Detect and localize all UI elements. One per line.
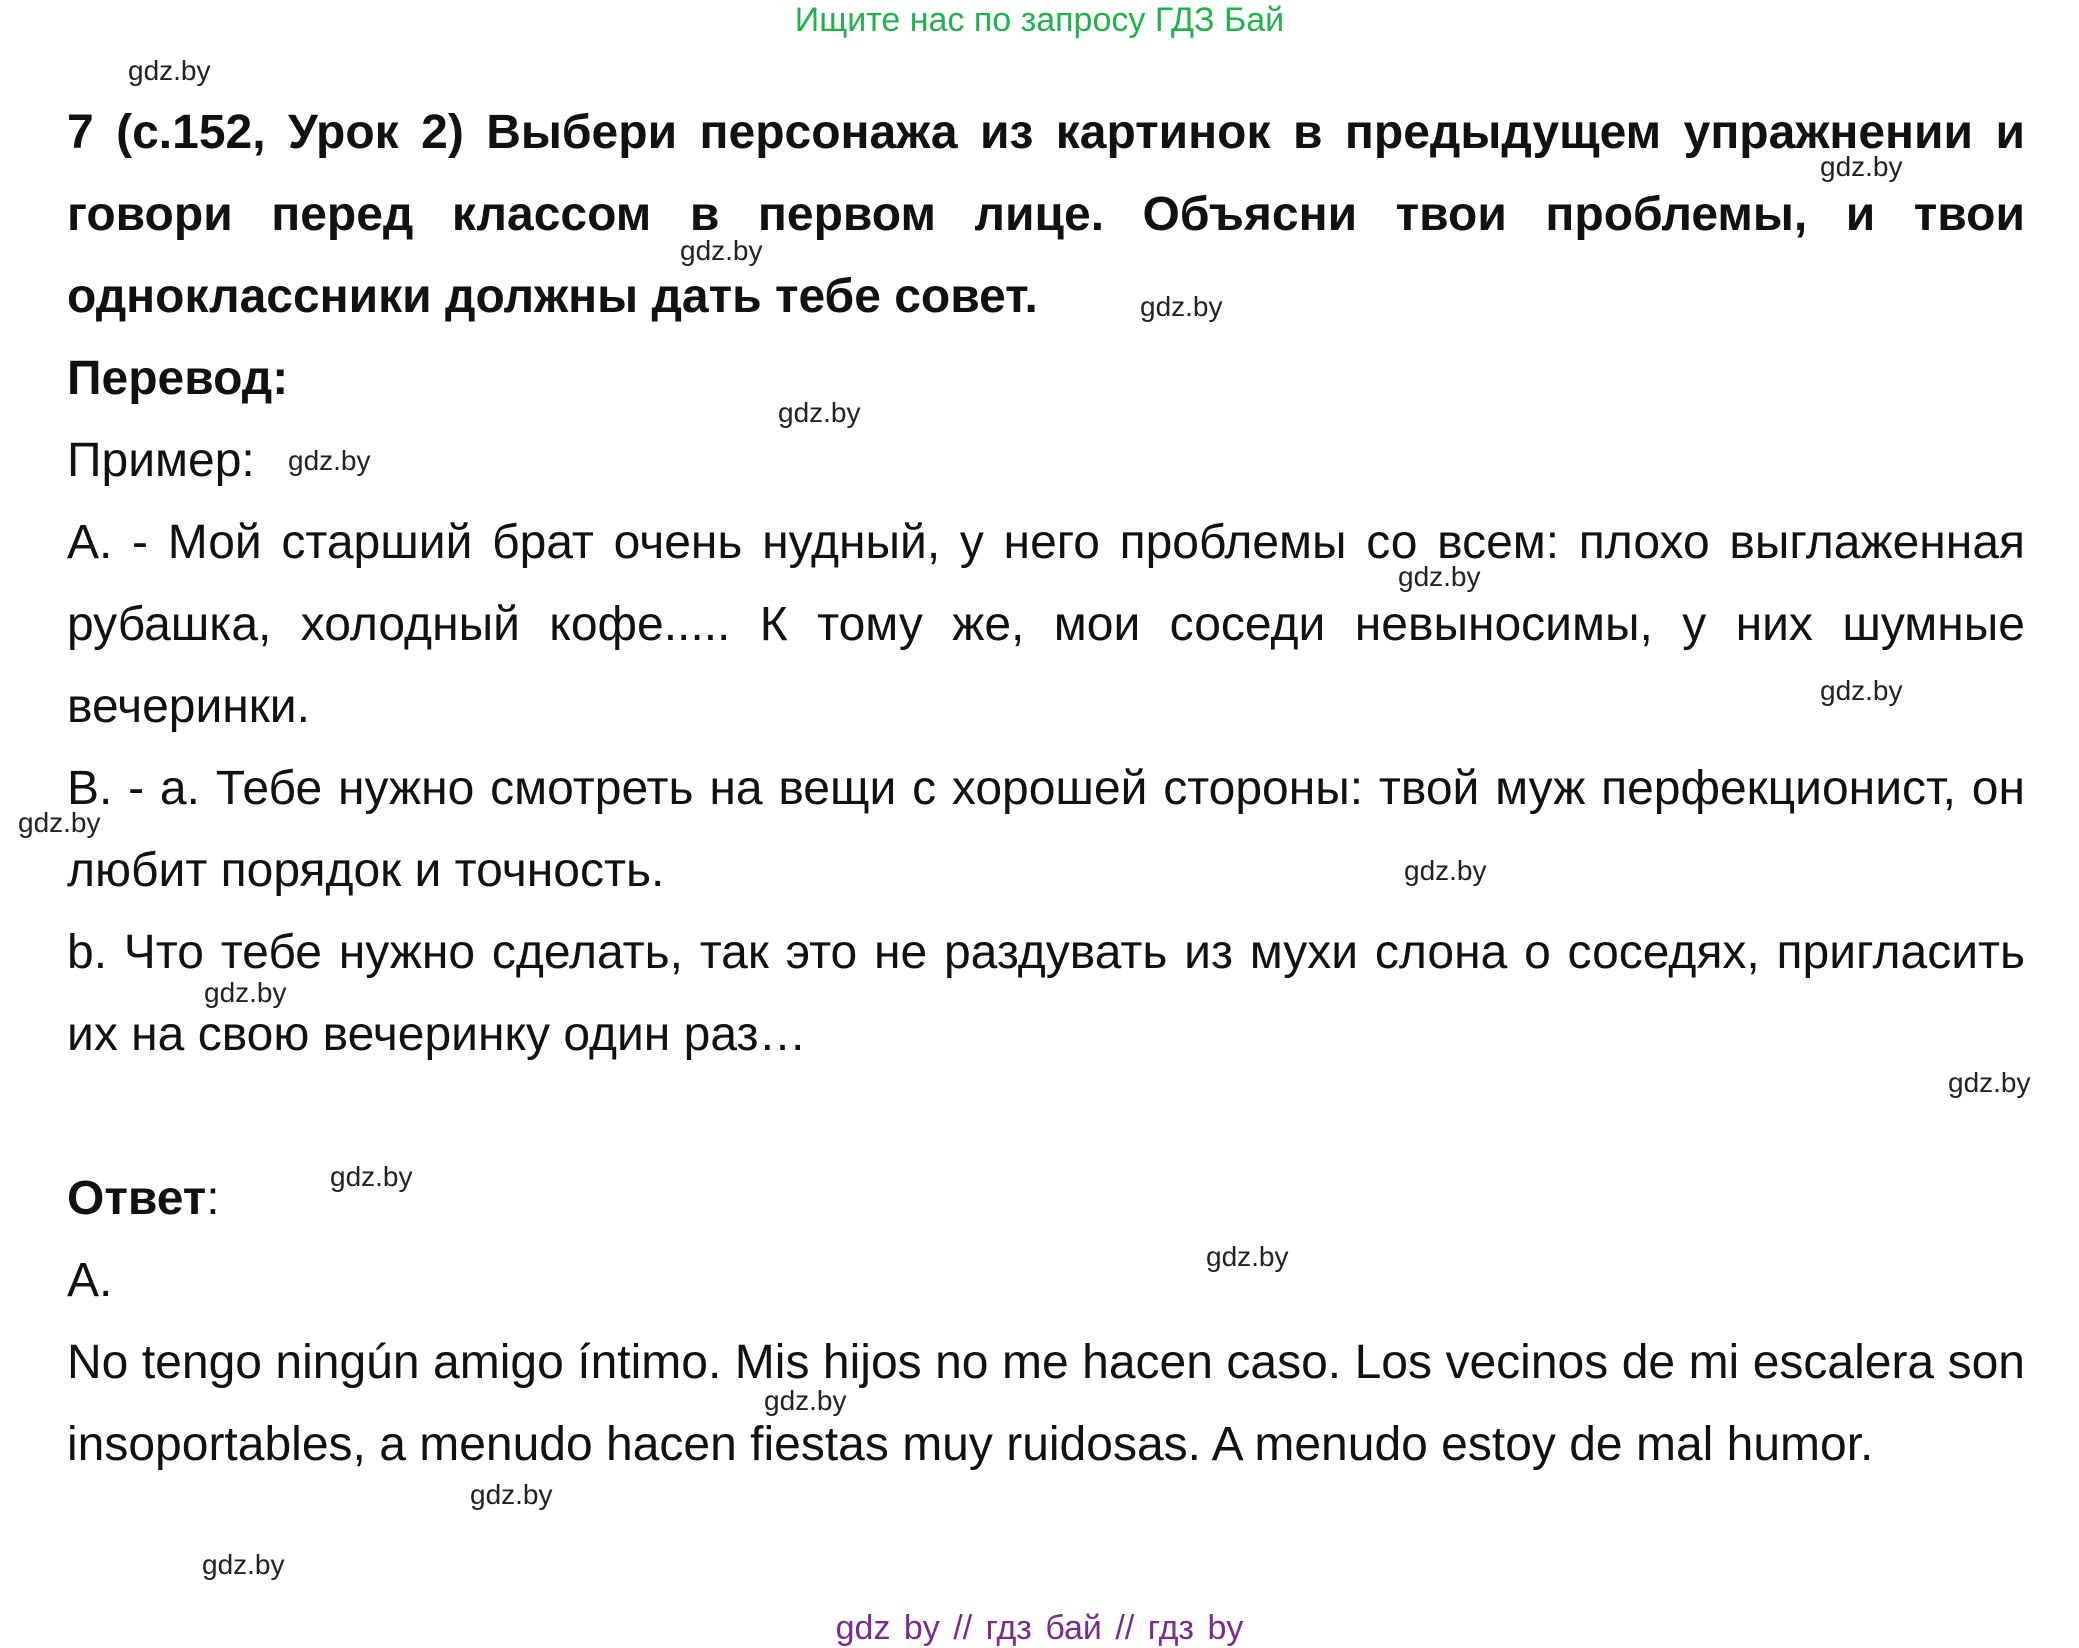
watermark: gdz.by [330,1161,413,1192]
watermark: gdz.by [1206,1241,1289,1272]
watermark: gdz.by [1948,1067,2031,1098]
footer-links[interactable]: gdz by // гдз бай // гдз by [835,1609,1244,1647]
spacer [67,1076,2025,1158]
watermark: gdz.by [470,1479,553,1510]
watermark: gdz.by [18,807,101,838]
watermark: gdz.by [1398,561,1481,592]
watermark: gdz.by [1820,675,1903,706]
watermark: gdz.by [764,1385,847,1416]
translation-a: А. - Мой старший брат очень нудный, у него проблемы со всем: плохо выглаженная рубашка, холодный кофе..... К тому же, мои соседи невыносимы, у них шумные вечеринки. [67,516,2025,733]
watermark: gdz.by [1404,855,1487,886]
watermark: gdz.by [202,1549,285,1580]
task-title: 7 (с.152, Урок 2) Выбери персонажа из картинок в предыдущем упражнении и говори перед классом в первом лице. Объясни твои проблемы, и твои одноклассники должны дать тебе совет. [67,106,2025,323]
watermark: gdz.by [204,977,287,1008]
watermark: gdz.by [680,235,763,266]
translation-b-b: b. Что тебе нужно сделать, так это не раздувать из мухи слона о соседях, пригласить их на свою вечеринку один раз… [67,926,2025,1061]
watermark: gdz.by [288,445,371,476]
watermark: gdz.by [1140,291,1223,322]
content [67,92,2025,1486]
watermark: gdz.by [1820,151,1903,182]
answer-heading-text: Ответ [67,1172,207,1225]
watermark: gdz.by [778,397,861,428]
answer-heading-colon: : [206,1172,220,1225]
search-banner: Ищите нас по запросу ГДЗ Бай [794,1,1285,39]
translation-b-a: В. - а. Тебе нужно смотреть на вещи с хорошей стороны: твой муж перфекционист, он любит порядок и точность. [67,762,2025,897]
answer-a-label: A. [67,1254,113,1307]
example-label: Пример: [67,434,255,487]
answer-a-text: No tengo ningún amigo íntimo. Mis hijos no me hacen caso. Los vecinos de mi escalera son insoportables, a menudo hacen fiestas muy ruidosas. A menudo estoy de mal humor. [67,1336,2025,1471]
watermark: gdz.by [128,55,211,86]
translation-heading: Перевод: [67,352,289,405]
